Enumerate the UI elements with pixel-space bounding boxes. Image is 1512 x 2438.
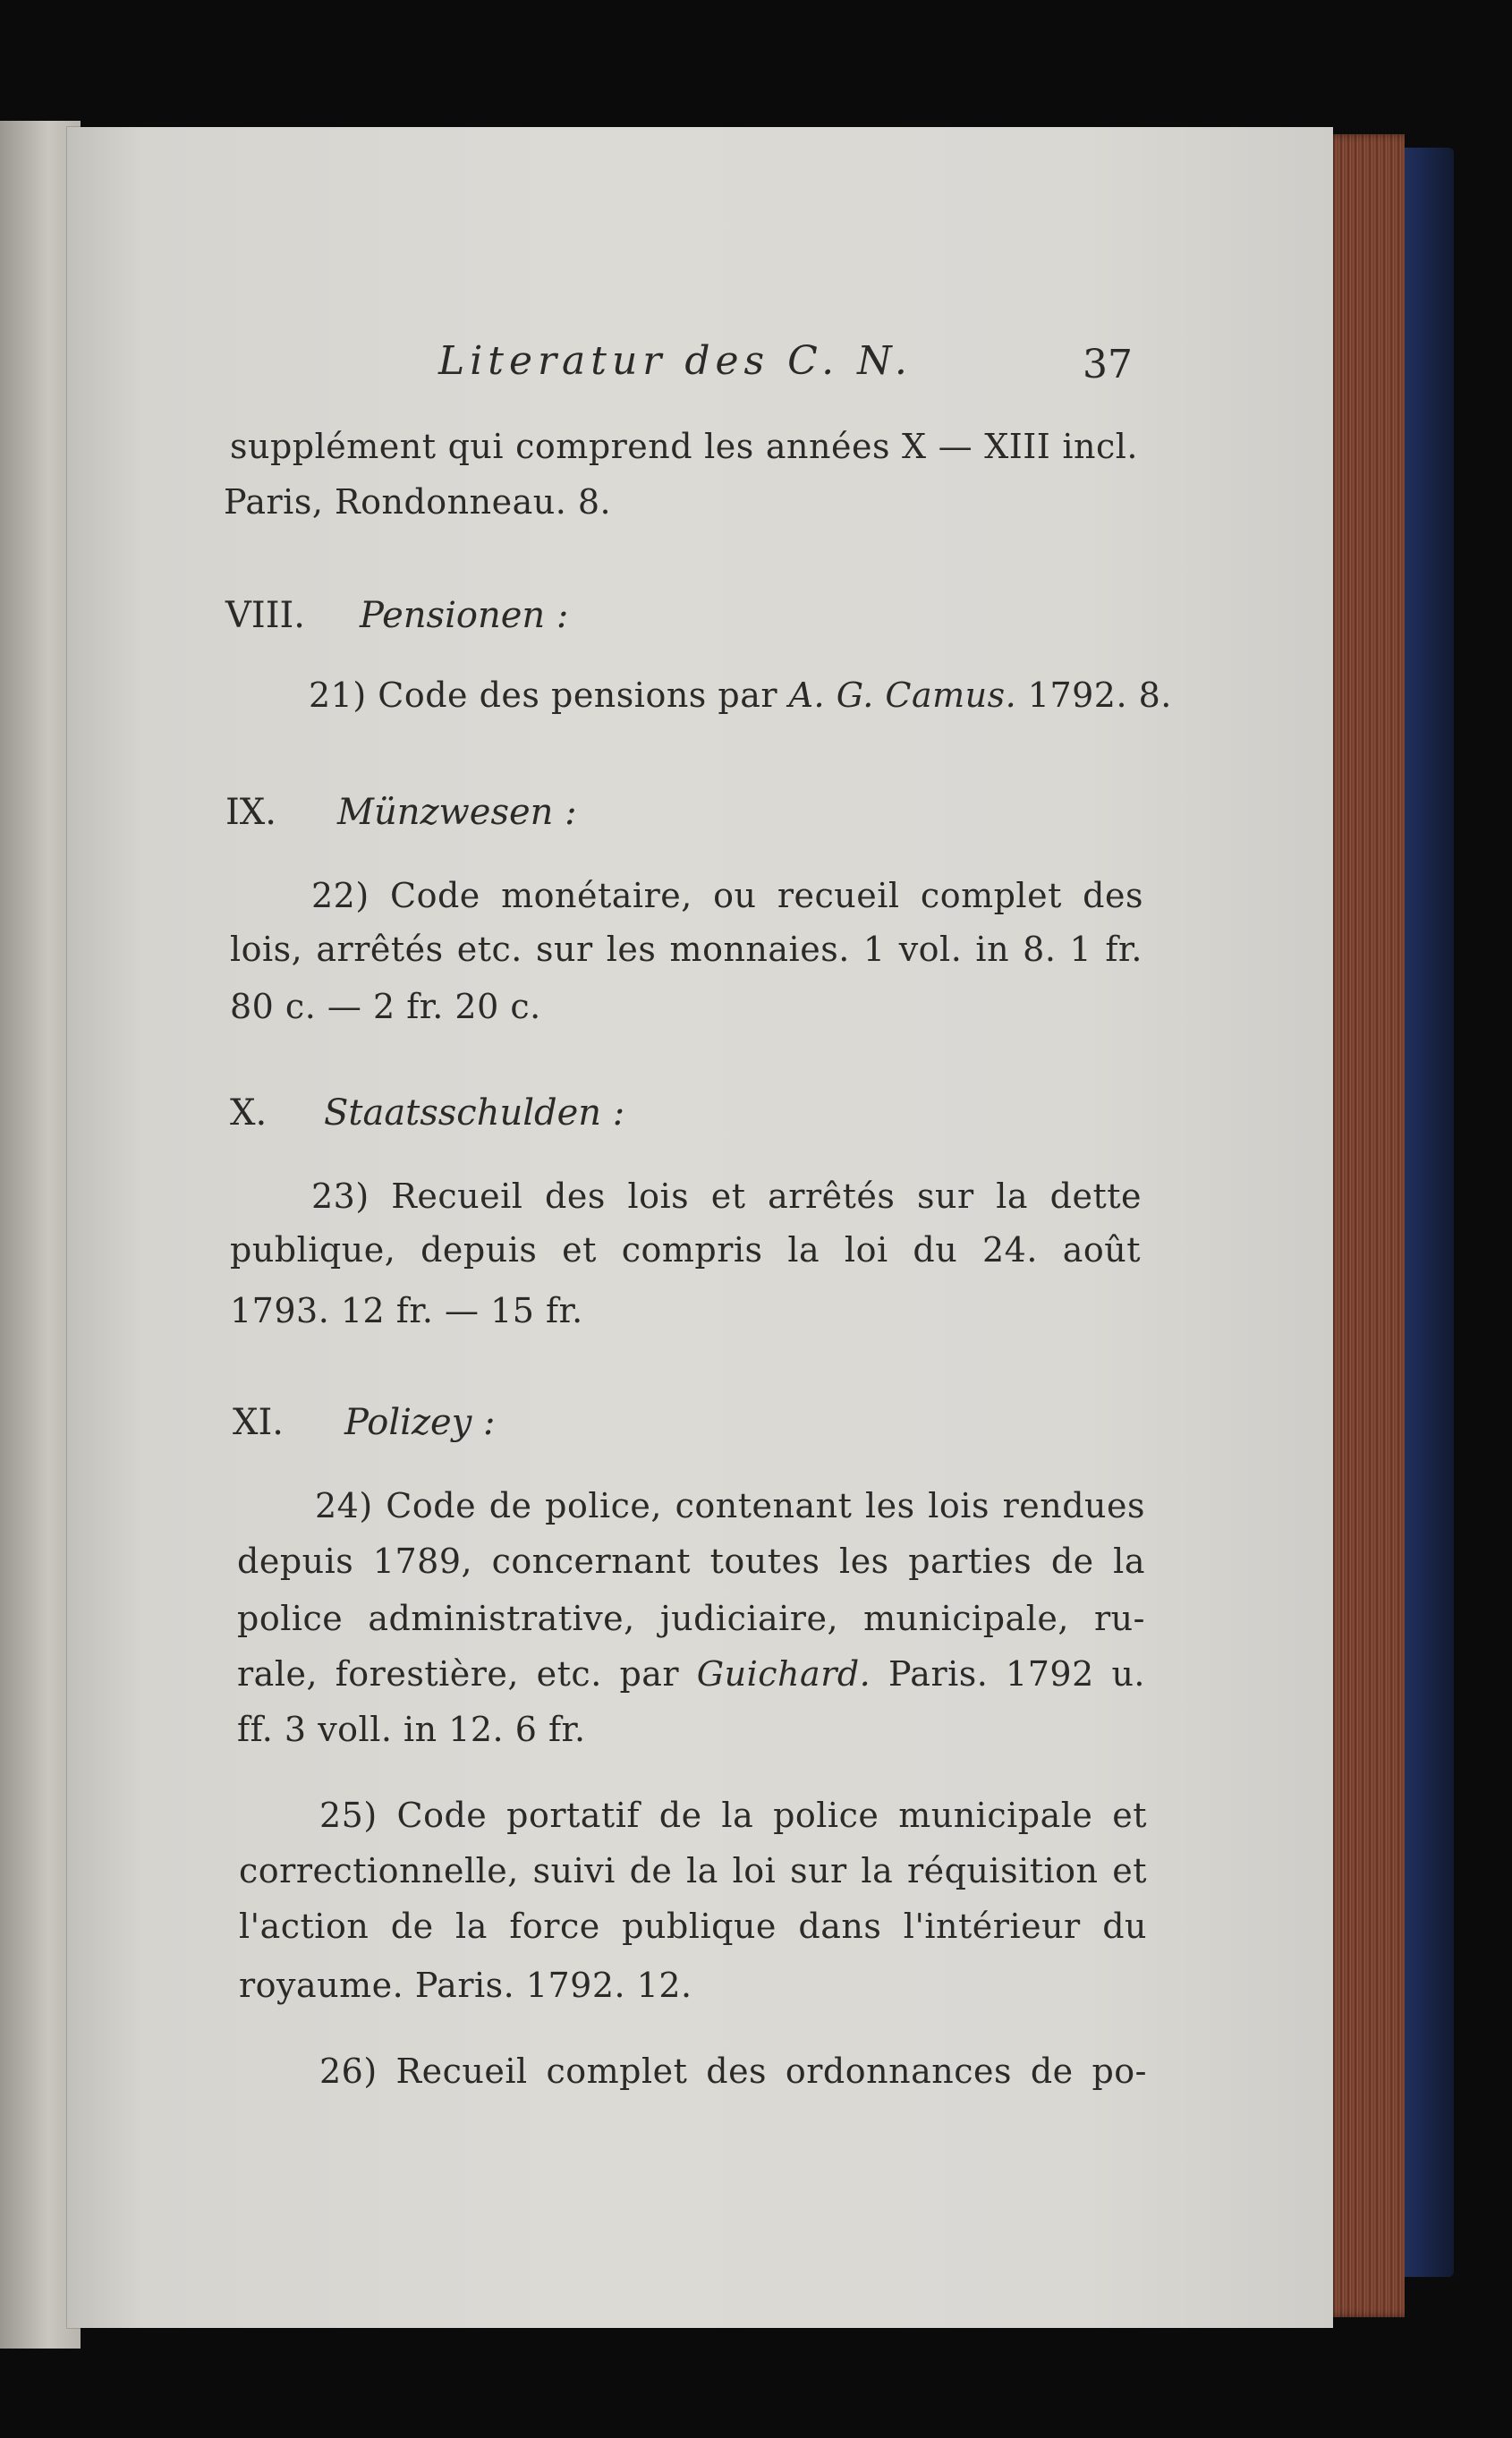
entry-22-line-1: 22) Code monétaire, ou recueil complet des	[311, 876, 1143, 915]
page-number: 37	[1083, 342, 1133, 387]
running-title: Literatur des C. N.	[438, 338, 913, 384]
entry-24-line-1: 24) Code de police, contenant les lois rendues	[315, 1486, 1145, 1525]
section-title: Staatsschulden :	[324, 1092, 625, 1134]
section-title: Polizey :	[344, 1402, 496, 1443]
entry-24-line-2: depuis 1789, concernant toutes les parties de la	[237, 1542, 1145, 1581]
entry-25-line-1: 25) Code portatif de la police municipale et	[319, 1796, 1147, 1835]
section-heading-viii	[225, 595, 569, 636]
entry-text: rale, forestière, etc. par	[237, 1654, 697, 1694]
section-numeral: XI.	[233, 1402, 284, 1443]
section-numeral: IX.	[225, 792, 276, 833]
entry-24-line-3: police administrative, judiciaire, municipale, ru-	[237, 1599, 1145, 1638]
entry-22-line-2: lois, arrêtés etc. sur les monnaies. 1 vol. in 8. 1 fr.	[230, 930, 1142, 969]
intro-line-2: Paris, Rondonneau. 8.	[224, 482, 612, 522]
section-heading-xi	[233, 1402, 496, 1443]
entry-text: Paris. 1792 u.	[871, 1654, 1145, 1694]
entry-text: 21) Code des pensions par	[309, 675, 789, 715]
entry-22-line-3: 80 c. — 2 fr. 20 c.	[230, 987, 541, 1026]
author-name: Guichard.	[696, 1654, 871, 1694]
intro-line-1: supplément qui comprend les années X — XIII incl.	[230, 427, 1138, 466]
section-title: Pensionen :	[360, 595, 569, 636]
section-numeral: VIII.	[225, 595, 306, 636]
entry-23-line-1: 23) Recueil des lois et arrêtés sur la dette	[311, 1177, 1142, 1216]
entry-26-line-1: 26) Recueil complet des ordonnances de po-	[319, 2051, 1147, 2091]
section-heading-x	[230, 1092, 625, 1134]
section-heading-ix	[225, 792, 577, 833]
entry-25-line-2: correctionnelle, suivi de la loi sur la réquisition et	[239, 1851, 1147, 1890]
entry-21-line-1	[309, 675, 1172, 715]
section-title: Münzwesen :	[337, 792, 577, 833]
entry-text: 1792. 8.	[1016, 675, 1172, 715]
entry-25-line-3: l'action de la force publique dans l'intérieur du	[239, 1907, 1147, 1946]
entry-23-line-3: 1793. 12 fr. — 15 fr.	[230, 1291, 583, 1330]
author-name: A. G. Camus.	[788, 675, 1017, 715]
section-numeral: X.	[230, 1092, 268, 1134]
entry-25-line-4: royaume. Paris. 1792. 12.	[239, 1966, 692, 2005]
entry-24-line-4	[237, 1654, 1145, 1694]
entry-24-line-5: ff. 3 voll. in 12. 6 fr.	[237, 1710, 586, 1749]
entry-23-line-2: publique, depuis et compris la loi du 24. août	[230, 1230, 1141, 1270]
